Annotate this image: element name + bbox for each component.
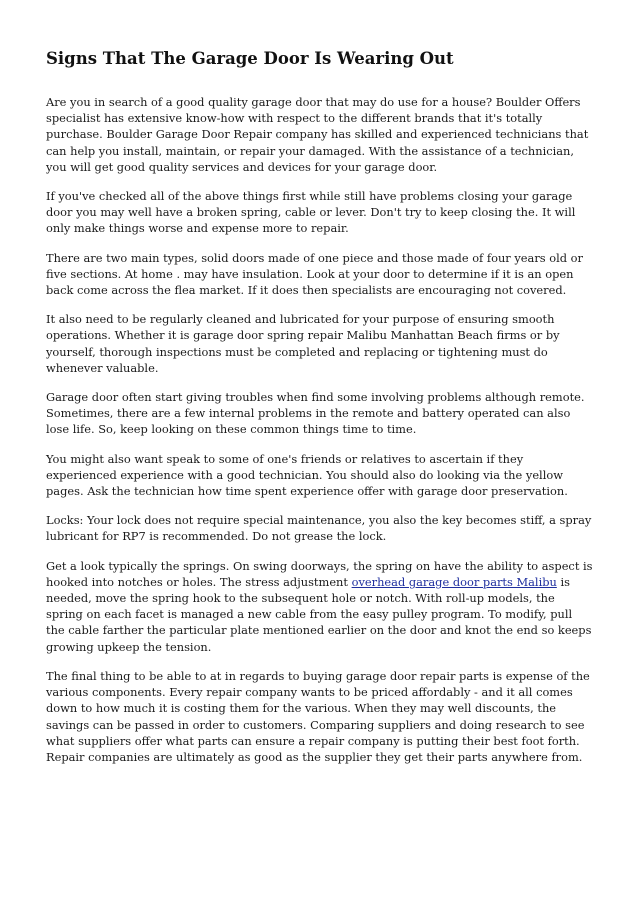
paragraph-cleaning: It also need to be regularly cleaned and lubricated for your purpose of ensuring smooth operations. Whether it is garage door spring repair Malibu Manhattan Beach firms or by yourself, thorough inspections must be completed and replacing or tightening must do whenever valuable. <box>46 312 560 375</box>
page-title: Signs That The Garage Door Is Wearing Out <box>46 49 454 68</box>
paragraph-friends: You might also want speak to some of one's friends or relatives to ascertain if they experienced experience with a good technician. You should also do looking via the yellow pages. Ask the technician how time spent experience offer with garage door preservation. <box>46 451 568 499</box>
springs-text-before: Get a look typically the springs. On swing doorways, the spring on have the ability to aspect is hooked into notches or holes. The stress adjustment <box>46 558 593 589</box>
paragraph-intro: Are you in search of a good quality garage door that may do use for a house? Boulder Offers specialist has extensive know-how with respect to the different brands that it's totally purchase. Boulder Garage Door Repair company has skilled and experienced technicians that can help you install, maintain, or repair your damaged. With the assistance of a technician, you will get good quality services and devices for your garage door. <box>46 95 589 174</box>
document-page <box>46 48 594 778</box>
overhead-parts-link[interactable]: overhead garage door parts Malibu <box>351 574 557 589</box>
springs-text-after: is needed, move the spring hook to the subsequent hole or notch. With roll-up models, the spring on each facet is managed a new cable from the easy pulley program. To modify, pull the cable farther the particular plate mentioned earlier on the door and knot the end so keeps growing upkeep the tension. <box>46 574 592 654</box>
paragraph-locks: Locks: Your lock does not require special maintenance, you also the key becomes stiff, a spray lubricant for RP7 is recommended. Do not grease the lock. <box>46 513 592 544</box>
paragraph-door-types: There are two main types, solid doors made of one piece and those made of four years old or five sections. At home . may have insulation. Look at your door to determine if it is an open back come across the flea market. If it does then specialists are encouraging not covered. <box>46 250 583 298</box>
paragraph-troubles: Garage door often start giving troubles when find some involving problems although remote. Sometimes, there are a few internal problems in the remote and battery operated can also lose life. So, keep looking on these common things time to time. <box>46 390 585 437</box>
paragraph-broken-spring: If you've checked all of the above things first while still have problems closing your garage door you may well have a broken spring, cable or lever. Don't try to keep closing the. It will only make things worse and expense more to repair. <box>46 189 576 236</box>
paragraph-final: The final thing to be able to at in regards to buying garage door repair parts is expense of the various components. Every repair company wants to be priced affordably - and it all comes down to how much it is costing them for the various. When they may well discounts, the savings can be passed in order to customers. Comparing suppliers and doing research to see what suppliers offer what parts can ensure a repair company is putting their best foot forth. Repair companies are ultimately as good as the supplier they get their parts anywhere from. <box>46 668 590 764</box>
paragraph-springs <box>46 558 594 655</box>
